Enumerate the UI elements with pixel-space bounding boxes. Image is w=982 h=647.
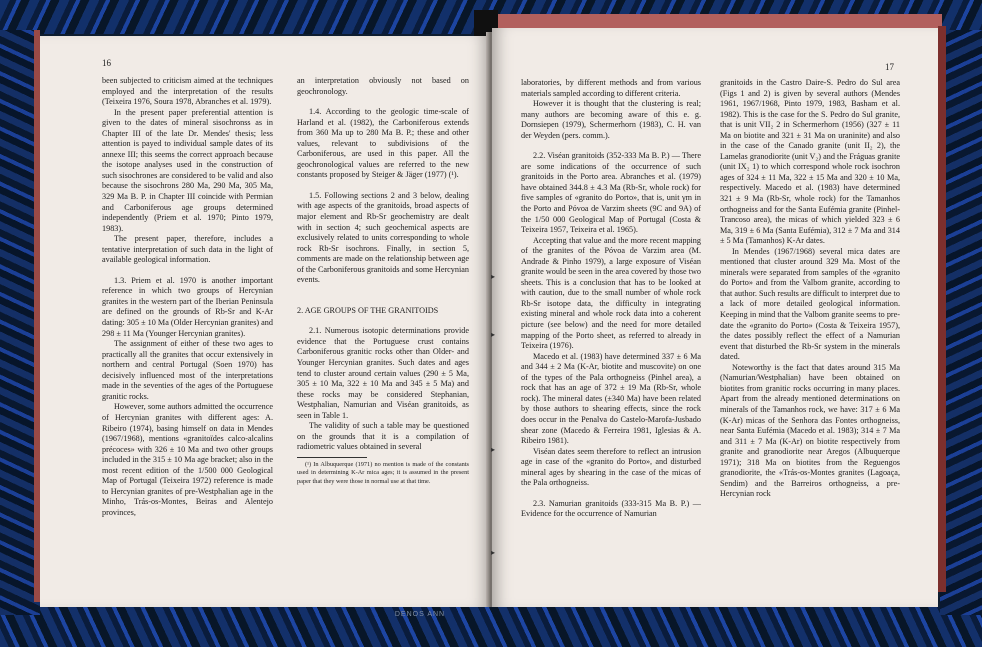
right-page	[492, 28, 938, 607]
paragraph-gap	[297, 181, 469, 191]
paragraph-gap	[102, 266, 273, 276]
cover-bottom	[0, 606, 982, 647]
spine-label: DENOS ANN	[394, 611, 446, 618]
cover-right	[940, 30, 982, 615]
paragraph: an interpretation obviously not based on geochronology.	[297, 76, 469, 96]
paragraph: 1.4. According to the geologic time-scale of Harland et al. (1982), the Carboniferous extends from 360 Ma up to 280 Ma B. P.; these and other values, relevant to subdivisions of the Carboniferous, are used in this paper. All the geochronological values are referred to the new constants proposed by Steiger & Jäger (1977) (¹).	[297, 107, 469, 180]
paragraph: In Mendes (1967/1968) several mica dates are mentioned that cluster around 329 Ma. Most of the minerals were separated from samples of the «granito do Porto» and from the Valbom granite, according to that author. Such results are difficult to interpret due to a lack of more detailed geological information. Keeping in mind that the Valbom granite seems to pre-date the «granito do Porto» (Costa & Teixeira 1957), the dates possibly reflect the effect of a Namurian event that disturbed the Rb-Sr system in the minerals dated.	[720, 246, 900, 362]
paragraph-gap	[521, 141, 701, 151]
right-column-2	[720, 78, 900, 500]
paragraph: The present paper, therefore, includes a tentative interpretation of such data in the light of available geological information.	[102, 234, 273, 265]
left-column-2	[297, 76, 469, 486]
paragraph: been subjected to criticism aimed at the techniques employed and the interpretation of the results (Teixeira 1976, Soura 1978, Abranches et al. 1979).	[102, 76, 273, 107]
paragraph: The assignment of either of these two ages to practically all the granites that occur extensively in northern and central Portugal (Soen 1970) has decisively influenced most of the interpretations made in the seventies of the ages of the Portuguese granitic rocks.	[102, 339, 273, 401]
section-heading: 2. AGE GROUPS OF THE GRANITOIDS	[297, 305, 439, 315]
page-edge-right	[938, 26, 946, 592]
paragraph: However it is thought that the clustering is real; many authors are becoming aware of this e. g. Dornsiepen (1979), Schermerhorn (1983), C. H. van der Weyden (pers. comm.).	[521, 99, 701, 140]
paragraph-gap	[297, 296, 469, 306]
paragraph: Macedo et al. (1983) have determined 337 ± 6 Ma and 344 ± 2 Ma (K-Ar, biotite and muscovite) on one of the types of the Pala orthogneiss (Pinhel area), a rock that has an age of 372 ± 19 Ma (Rb-Sr, whole rock). The mineral dates (±340 Ma) have been related by those authors to shearing effects, since the rock does occur in the Penalva do Castelo-Marofa-Jusbado shear zone (Macedo & Ferreira 1981, Iglesias & A. Ribeiro 1981).	[521, 351, 701, 446]
paragraph: However, some authors admitted the occurrence of Hercynian granites with different ages: A. Ribeiro (1974), basing himself on data in Mendes (1967/1968), mentions «granitoïdes calco-alcalins précoces» with 326 ± 10 Ma and two other groups included in the 315 ± 10 Ma age bracket; also in the most recent edition of the 1/500 000 Geological Map of Portugal (Teixeira 1972) reference is made to Hercynian granites of pre-Westphalian age in the Minho, Trás-os-Montes, Beiras and Alentejo provinces,	[102, 402, 273, 517]
paragraph: In the present paper preferential attention is given to the dates of mineral sisochronss as in Chapter III of the late Dr. Mendes' thesis; less attention is payed to individual sample dates of its annexe III; this seems the correct approach because the isotope analyses used in the construction of such sisochrones are considered to be valid and also because the sisochrons 280 Ma, 290 Ma, 305 Ma, 329 Ma B. P. in Chapter III coincide with Permian and Carboniferous age groups determined independently (Priem et al. 1970; Pinto 1979, 1983).	[102, 107, 273, 233]
paragraph: Noteworthy is the fact that dates around 315 Ma (Namurian/Westphalian) have been obtained on biotites from granitic rocks occurring in many places. Apart from the already mentioned determinations on minerals of the Tamanhos rock, we have: 317 ± 6 Ma (K-Ar) micas of the Senhora das Fontes orthogneiss, near Santa Eufémia (Macedo et al. 1983); 314 ± 7 Ma and 311 ± 7 Ma (K-Ar) on biotite respectively from granite and granodiorite near Aregos (Albuquerque 1971); 318 Ma on biotites from the Reguengos granodiorite, the «Trás-os-Montes granites (Lagoaça, Sendim) and the Barreiros orthogneiss, a pre-Hercynian rock	[720, 362, 900, 499]
paragraph-gap	[297, 286, 469, 296]
paragraph: Accepting that value and the more recent mapping of the granites of the Póvoa de Varzim area (M. Andrade & Pinho 1979), a large exposure of Viséan granite would be seen in the area covered by those two sheets. This is a conclusion that has to be looked at with caution, due to the small number of whole rock Rb-Sr isotope data, the difficulty in integrating existing mineral and whole rock data into a coherent picture (see below) and the need for more detailed mapping of the Porto sheet, as referred to already in Teixeira (1976).	[521, 235, 701, 351]
paragraph-gap	[297, 316, 469, 326]
page-number: 17	[885, 62, 894, 72]
paragraph: granitoids in the Castro Daire-S. Pedro do Sul area (Figs 1 and 2) is given by several authors (Mendes 1961, 1967/1968, Pinto 1979, 1983, Basham et al. 1982). This is the case for the S. Pedro do Sul granite, that is unit VII₂ 2 in Schermerhorn (1956) (327 ± 11 Ma on biotite and 321 ± 31 Ma on uraninite) and also in the case of the Canado granite (unit II₂ 2), the Lamelas granodiorite (unit V₂) and the Fráguas granite (unit IX₂ 1) to which correspond whole rock isochron ages of 324 ± 11 Ma, 322 ± 15 Ma and 320 ± 10 Ma, respectively. Macedo et al. (1983) have determined 321 ± 9 Ma (Rb-Sr, whole rock) for the Tamanhos orthogneiss and for the Santa Eufémia granite (Pinhel-Trancoso area), the micas of which yielded 323 ± 6 Ma, 319 ± 6 Ma (Santa Eufémia), 312 ± 7 Ma and 314 ± 5 Ma (Tamanhos) K-Ar dates.	[720, 78, 900, 246]
paragraph: 2.3. Namurian granitoids (333-315 Ma B. P.) — Evidence for the occurrence of Namurian	[521, 498, 701, 519]
footnote-rule	[297, 457, 367, 458]
left-column-1	[102, 76, 273, 518]
paragraph: 1.5. Following sections 2 and 3 below, dealing with age aspects of the granitoids, broad aspects of major element and Rb-Sr geochemistry are dealt with in section 4; such geochemical aspects are exclusively related to units corresponding to whole rock Rb-Sr isochrons. Finally, in section 5, comments are made on the relationship between age of the Carboniferous granitoids and some Hercynian events.	[297, 190, 469, 285]
right-column-1	[521, 78, 701, 520]
margin-arrow-icon: ▸	[491, 330, 496, 339]
paragraph: 2.2. Viséan granitoids (352-333 Ma B. P.) — There are some indications of the occurrence of such granitoids in the Porto area. Abranches et al. (1979) have obtained 344.8 ± 4.3 Ma (Rb-Sr, whole rock) for five samples of «granito do Porto», that is, unit γm in the Porto and Póvoa de Varzim sheets (9C and 9A) of the 1/50 000 Geological Map of Portugal (Costa & Teixeira 1957, Teixeira et al. 1965).	[521, 151, 701, 235]
footnote: (¹) In Albuquerque (1971) no mention is made of the constants used in determining K-Ar mica ages; it is assumed in the present paper that they were those in normal use at that time.	[297, 460, 469, 485]
paragraph-gap	[521, 489, 701, 499]
paragraph-gap	[297, 97, 469, 107]
margin-arrow-icon: ▸	[491, 548, 496, 557]
paragraph: The validity of such a table may be questioned on the grounds that it is a compilation of radiometric values obtained in several	[297, 421, 469, 452]
left-page	[40, 36, 489, 607]
paragraph: laboratories, by different methods and from various materials sampled according to different criteria.	[521, 78, 701, 98]
page-number: 16	[102, 58, 111, 68]
margin-arrow-icon: ▸	[491, 445, 496, 454]
paragraph: Viséan dates seem therefore to reflect an intrusion age in case of the «granito do Porto», and disturbed mineral ages by shearing in the case of the micas of the Pala orthogneiss.	[521, 446, 701, 488]
paragraph: 2.1. Numerous isotopic determinations provide evidence that the Portuguese crust contains Carboniferous granitic rocks other than Older- and Younger Hercynian granites. Such dates and ages tend to cluster around certain values (290 ± 5 Ma, 305 ± 10 Ma, 322 ± 10 Ma and 345 ± 5 Ma) and these rocks may be considered Stephanian, Westphalian, Namurian and Viséan granitoids, as seen in Table 1.	[297, 326, 469, 420]
margin-arrow-icon: ▸	[491, 272, 496, 281]
paragraph: 1.3. Priem et al. 1970 is another important reference in which two groups of Hercynian granites in the western part of the Iberian Peninsula are defined on the grounds of Rb-Sr and K-Ar dating: 305 ± 10 Ma (Older Hercynian granites) and 298 ± 11 Ma (Younger Hercynian granites).	[102, 275, 273, 338]
